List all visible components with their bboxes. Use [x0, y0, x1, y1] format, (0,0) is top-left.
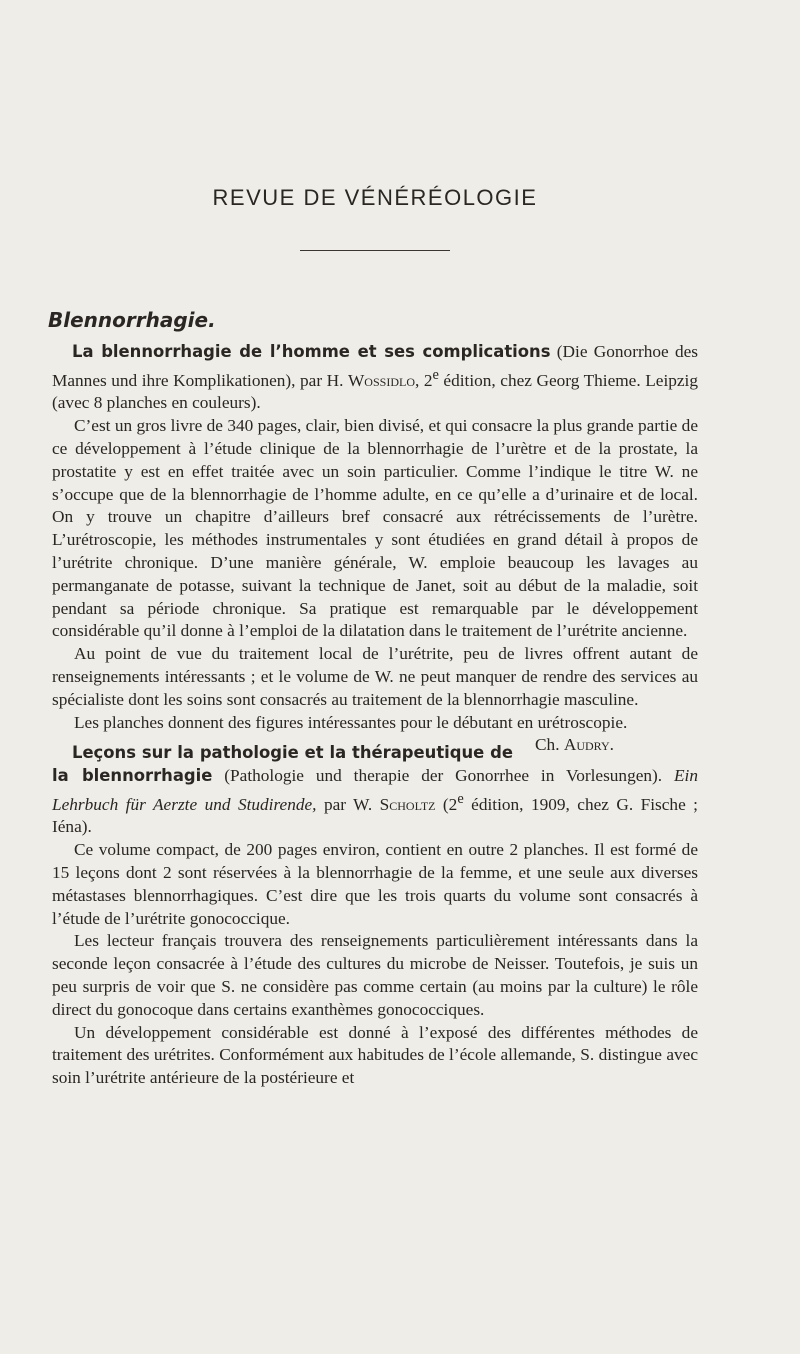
review-1-biblio-b: , 2 [414, 370, 433, 390]
review-2-title: Leçons sur la pathologie et la thérapeutique de la blennorrhagie [52, 743, 514, 786]
review-1-signature [513, 734, 614, 757]
review-1-paragraph-3-text: Les planches donnent des figures intéressantes pour le débutant en urétroscopie. [74, 712, 628, 732]
article-body [48, 308, 698, 1090]
review-2-biblio-b: par W. [316, 794, 380, 814]
review-2-paragraph-1: Ce volume compact, de 200 pages environ, contient en outre 2 planches. Il est formé de 15 leçons dont 2 sont réservées à la blennorrhagie de la femme, et une seule aux diverses métastases blennorrhagiques. C’est dire que les trois quarts du volume sont consacrés à l’étude de l’urétrite gonococcique. [52, 840, 698, 928]
title-rule [300, 250, 450, 251]
review-2-biblio-a: (Pathologie und therapie der Gonorrhee in Vorlesungen). [212, 766, 674, 786]
signature-period: . [609, 735, 614, 755]
signature-name: Audry [563, 735, 610, 755]
section-heading: Blennorrhagie. [48, 308, 216, 332]
review-2-paragraph-3: Un développement considérable est donné à l’exposé des différentes méthodes de traitement des urétrites. Conformément aux habitudes de l’école allemande, S. distingue avec soin l’urétrite antérieure de la postérieure et [52, 1022, 698, 1088]
review-2-edition-sup: e [457, 790, 464, 807]
review-1-title: La blennorrhagie de l’homme et ses complications [72, 342, 551, 361]
review-1-author: Wossidlo [348, 370, 415, 390]
review-1-reference [52, 341, 698, 415]
review-2-author: Scholtz [379, 794, 436, 814]
review-2-biblio-italic: Ein Lehrbuch für Aerzte und Studirende, [52, 766, 698, 814]
review-2-paragraph-2: Les lecteur français trouvera des renseignements particulièrement intéressants dans la seconde leçon consacrée à l’étude des cultures du microbe de Neisser. Toutefois, je suis un peu surpris de voir que S. ne considère pas comme certain (au moins par la culture) le rôle direct du gonocoque dans certains exanthèmes gonococciques. [52, 931, 698, 1019]
review-1-paragraph-3 [52, 712, 698, 755]
review-1-paragraph-2: Au point de vue du traitement local de l’urétrite, peu de livres offrent autant de renseignements intéressants ; et le volume de W. ne peut manquer de rendre des services au spécialiste dont les soins sont consacrés au traitement de la blennorrhagie masculine. [52, 644, 698, 709]
review-1-biblio-c: édition, chez Georg Thieme. Leipzig (avec 8 planches en couleurs). [52, 370, 698, 413]
page-title: REVUE DE VÉNÉRÉOLOGIE [212, 185, 538, 210]
review-1-paragraph-1: C’est un gros livre de 340 pages, clair, bien divisé, et qui consacre la plus grande partie de ce développement à l’étude clinique de la blennorrhagie de l’urètre et de la prostate, la prostatite y est en effet traitée avec un soin particulier. Comme l’indique le titre W. ne s’occupe que de la blennorrhagie de l’homme adulte, en ce qu’elle a d’urinaire et de local. On y trouve un chapitre d’ailleurs bref consacré aux rétrécissements de l’urètre. L’urétroscopie, les méthodes instrumentales y sont étudiées en grand détail à propos de l’urétrite chronique. D’une manière générale, W. emploie beaucoup les lavages au permanganate de potasse, suivant la technique de Janet, soit au début de la maladie, soit pendant sa période chronique. Sa pratique est remarquable par le développement considérable qu’il donne à l’emploi de la dilatation dans le traitement de l’urétrite ancienne. [52, 416, 698, 641]
review-1-edition-sup: e [432, 366, 439, 383]
review-2-biblio-c: (2 [435, 794, 458, 814]
signature-initials: Ch. [535, 735, 564, 755]
review-1-biblio-a: (Die Gonorrhoe des Mannes und ihre Komplikationen), par H. [52, 342, 698, 390]
review-2-biblio-d: édition, 1909, chez G. Fische ; Iéna). [52, 794, 698, 837]
